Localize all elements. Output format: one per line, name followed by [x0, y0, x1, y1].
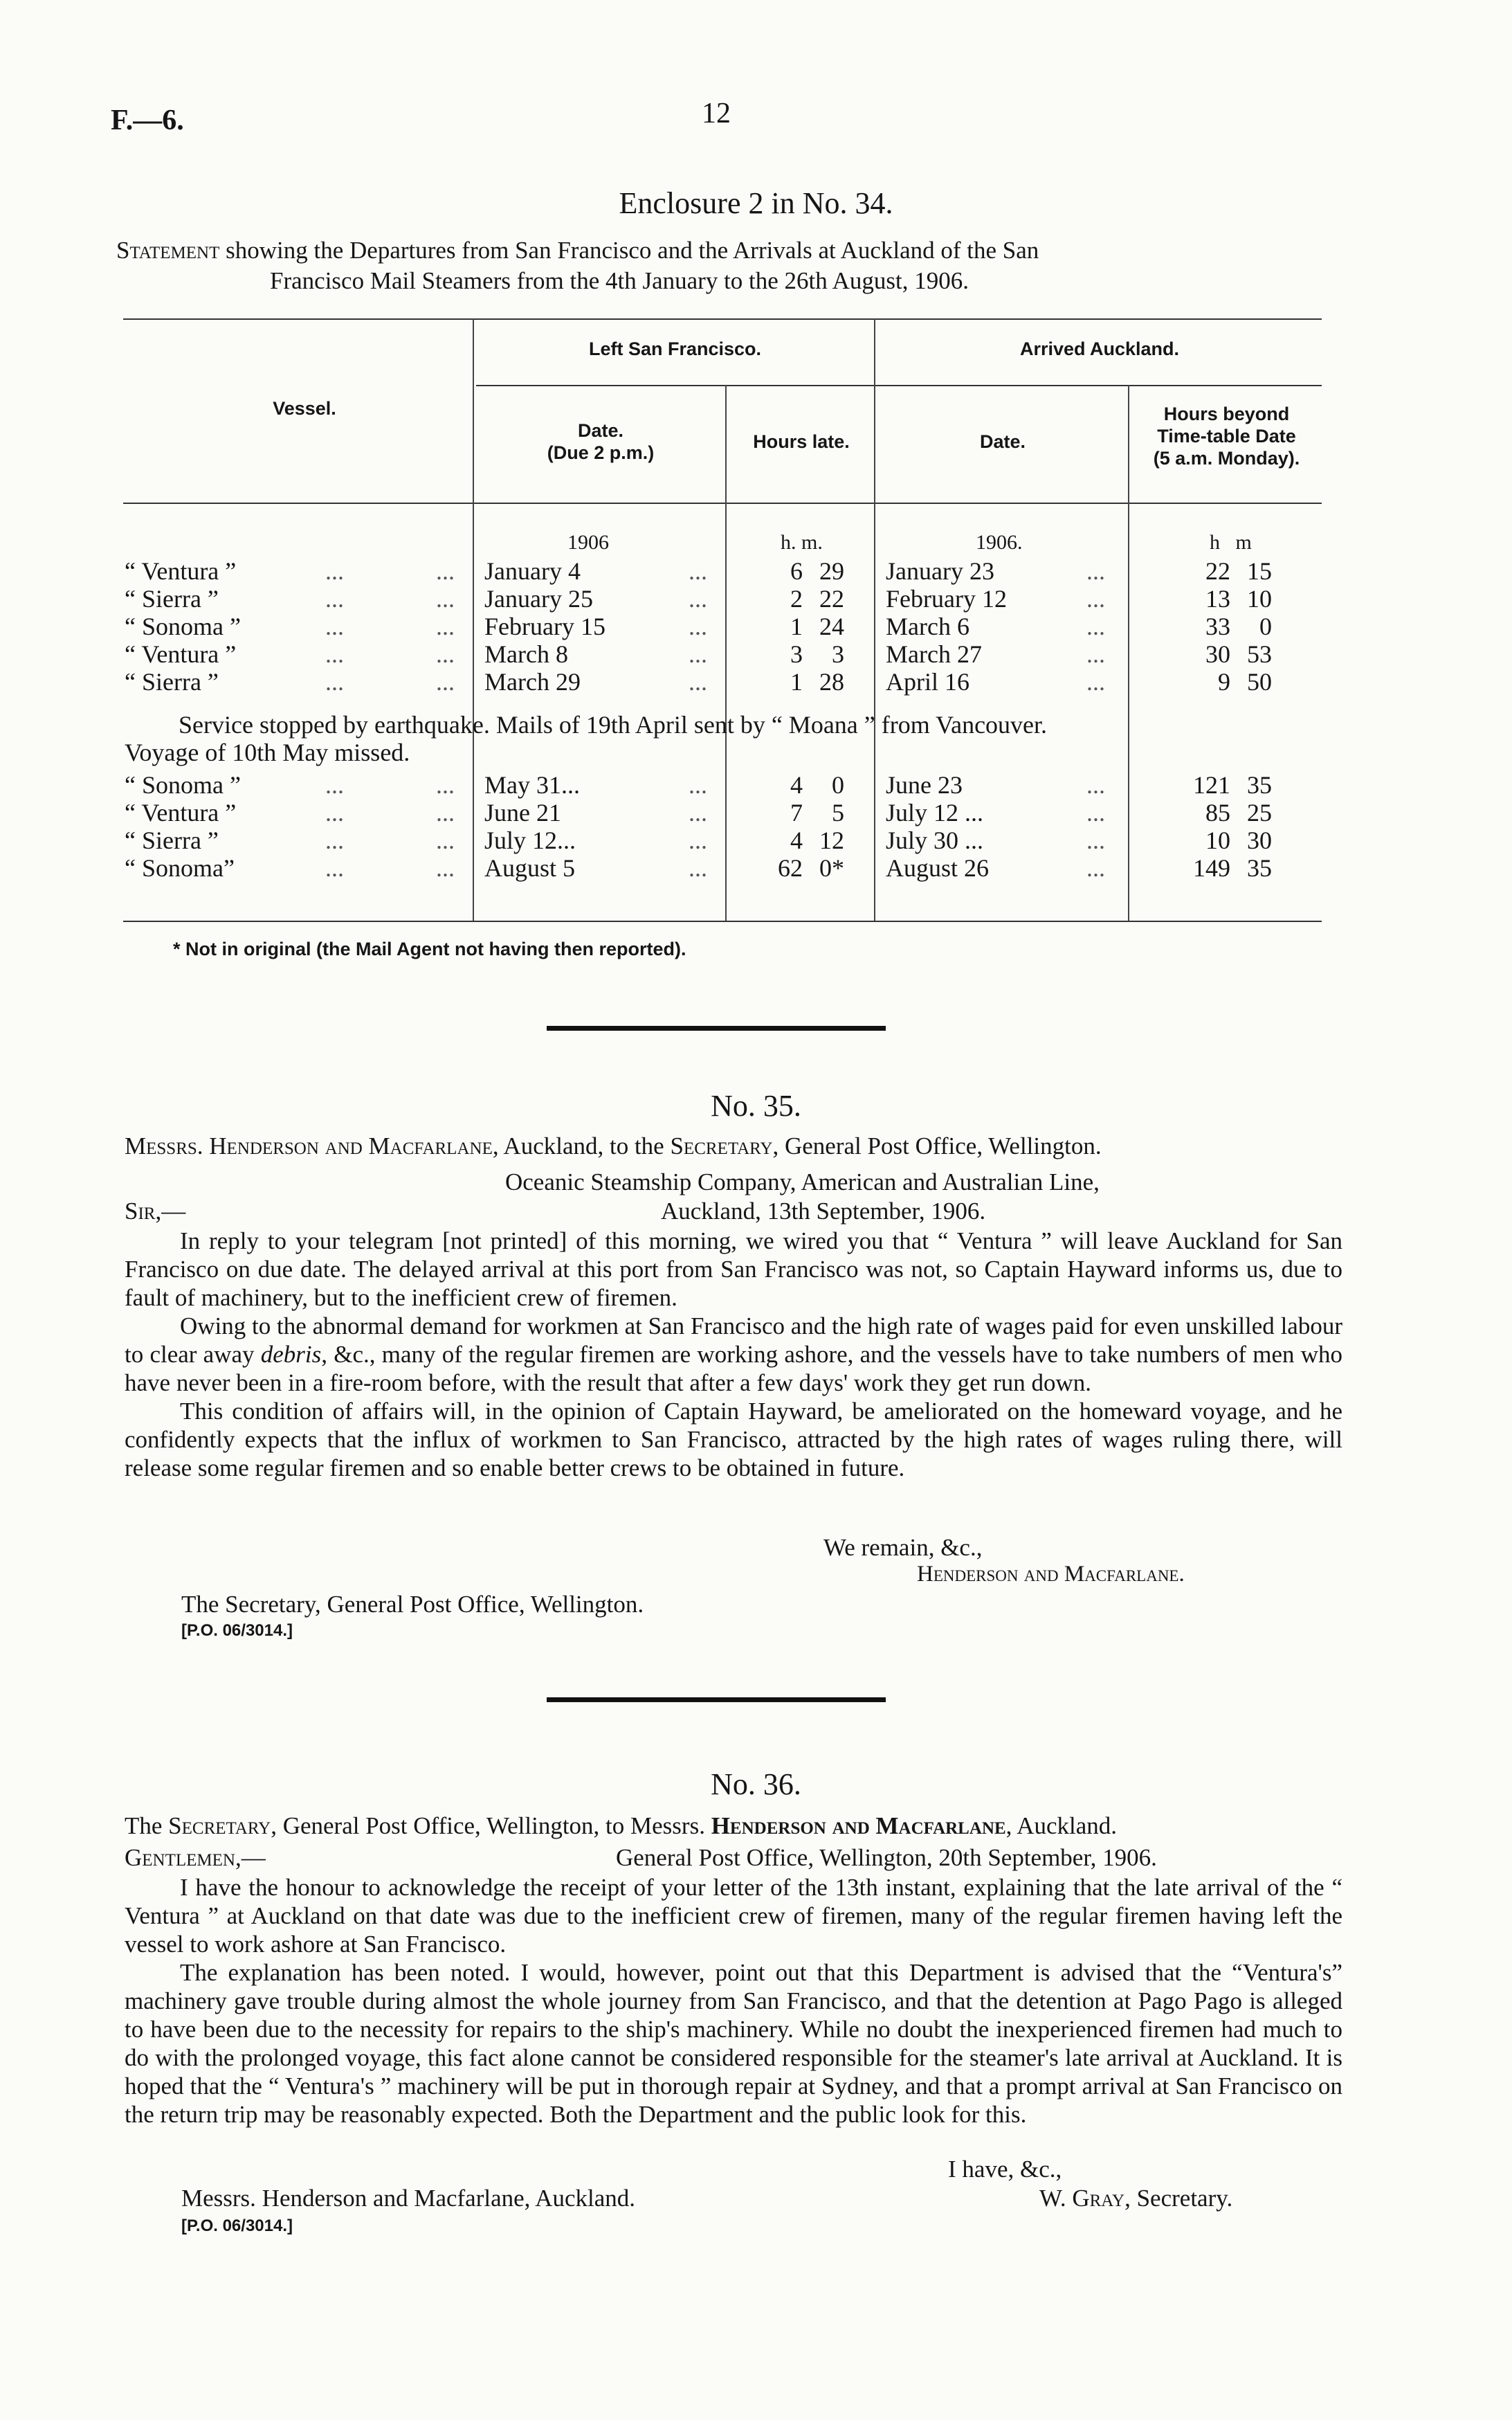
cell-beyond-minutes: 35: [1247, 771, 1272, 799]
cell-arrived-date: February 12: [886, 585, 1007, 613]
header-bottom-rule: [123, 503, 1322, 504]
leader-dots: ...: [436, 585, 455, 613]
no36-signature: [1039, 2185, 1232, 2212]
header-mid-rule: [476, 385, 1322, 386]
cell-beyond-hours: 149: [1193, 854, 1230, 882]
leader-dots: ...: [436, 668, 455, 696]
cell-left-date: July 12...: [484, 827, 576, 854]
header-date-left: [476, 419, 725, 464]
no35-heading: [125, 1132, 1102, 1160]
cell-arrived-date: July 12 ...: [886, 799, 984, 827]
cell-arrived-date: June 23: [886, 771, 963, 799]
header-date-left-l1: Date.: [577, 420, 624, 441]
leader-dots: ...: [436, 827, 455, 854]
leader-dots: ...: [1086, 557, 1105, 585]
no35-heading-suffix: , General Post Office, Wellington.: [772, 1132, 1102, 1159]
col-divider-1: [473, 318, 474, 921]
table-bottom-rule: [123, 921, 1322, 922]
statement-lead: Statement: [116, 237, 220, 264]
cell-arrived-date: March 6: [886, 613, 969, 640]
cell-beyond-minutes: 15: [1247, 557, 1272, 585]
leader-dots: ...: [436, 799, 455, 827]
cell-arrived-date: March 27: [886, 640, 982, 668]
leader-dots: ...: [325, 613, 344, 640]
cell-vessel: “ Sierra ”: [125, 668, 219, 696]
leader-dots: ...: [436, 854, 455, 882]
cell-late-minutes: 5: [832, 799, 844, 827]
no36-number: No. 36.: [711, 1767, 801, 1801]
no35-ref: [P.O. 06/3014.]: [181, 1621, 293, 1640]
cell-left-date: March 29: [484, 668, 581, 696]
leader-dots: ...: [1086, 640, 1105, 668]
no36-heading-suffix: , Auckland.: [1005, 1812, 1118, 1839]
no36-heading: [125, 1812, 1117, 1840]
statement-line-2: Francisco Mail Steamers from the 4th January to the 26th August, 1906.: [270, 267, 969, 294]
leader-dots: ...: [689, 771, 707, 799]
cell-vessel: “ Ventura ”: [125, 640, 237, 668]
cell-vessel: “ Ventura ”: [125, 557, 237, 585]
cell-late-hours: 4: [790, 827, 803, 854]
cell-vessel: “ Ventura ”: [125, 799, 237, 827]
header-vessel: Vessel.: [273, 398, 336, 419]
leader-dots: ...: [325, 771, 344, 799]
no35-heading-firm: Henderson and Macfarlane: [209, 1132, 493, 1159]
cell-vessel: “ Sierra ”: [125, 827, 219, 854]
cell-beyond-minutes: 10: [1247, 585, 1272, 613]
no35-p2-italic: debris: [260, 1341, 322, 1368]
cell-beyond-minutes: 35: [1247, 854, 1272, 882]
cell-arrived-date: July 30 ...: [886, 827, 984, 854]
leader-dots: ...: [436, 640, 455, 668]
leader-dots: ...: [325, 854, 344, 882]
cell-beyond-hours: 121: [1193, 771, 1230, 799]
service-note-1: Service stopped by earthquake. Mails of 19th April sent by “ Moana ” from Vancouver.: [179, 711, 1048, 739]
cell-vessel: “ Sonoma ”: [125, 613, 241, 640]
leader-dots: ...: [1086, 827, 1105, 854]
leader-dots: ...: [1086, 668, 1105, 696]
leader-dots: ...: [436, 771, 455, 799]
no36-salutation: Gentlemen,—: [125, 1844, 266, 1871]
header-date-left-l2: (Due 2 p.m.): [547, 442, 655, 463]
leader-dots: ...: [436, 557, 455, 585]
no35-address-2: Auckland, 13th September, 1906.: [661, 1198, 986, 1225]
cell-left-date: May 31...: [484, 771, 580, 799]
no36-ref: [P.O. 06/3014.]: [181, 2216, 293, 2235]
leader-dots: ...: [1086, 585, 1105, 613]
statement-text-1: showing the Departures from San Francisco and the Arrivals at Auckland of the San: [226, 237, 1039, 264]
no35-closing: We remain, &c.,: [817, 1534, 982, 1562]
table-top-rule: [123, 318, 1322, 320]
no36-heading-secretary: Secretary: [168, 1812, 271, 1839]
cell-beyond-minutes: 50: [1247, 668, 1272, 696]
table-footnote: * Not in original (the Mail Agent not having then reported).: [173, 939, 686, 959]
header-beyond-l2: Time-table Date: [1157, 426, 1296, 446]
no36-address: General Post Office, Wellington, 20th September, 1906.: [616, 1844, 1157, 1871]
cell-arrived-date: January 23: [886, 557, 994, 585]
cell-beyond-minutes: 25: [1247, 799, 1272, 827]
cell-vessel: “ Sonoma”: [125, 854, 235, 882]
no36-closing: I have, &c.,: [941, 2156, 1062, 2183]
no35-heading-prefix: Messrs.: [125, 1132, 203, 1159]
cell-late-hours: 4: [790, 771, 803, 799]
leader-dots: ...: [689, 585, 707, 613]
leader-dots: ...: [689, 854, 707, 882]
leader-dots: ...: [1086, 799, 1105, 827]
section-divider-2: [547, 1697, 886, 1702]
cell-late-hours: 1: [790, 668, 803, 696]
enclosure-title: Enclosure 2 in No. 34.: [619, 186, 893, 220]
header-date-arrived: Date.: [979, 431, 1026, 452]
cell-late-minutes: 0: [832, 771, 844, 799]
cell-vessel: “ Sierra ”: [125, 585, 219, 613]
cell-left-date: January 25: [484, 585, 593, 613]
no35-address-1: Oceanic Steamship Company, American and Australian Line,: [505, 1168, 1100, 1195]
leader-dots: ...: [325, 557, 344, 585]
unit-hm-right: h m: [1210, 531, 1252, 554]
cell-arrived-date: April 16: [886, 668, 969, 696]
cell-beyond-hours: 30: [1205, 640, 1230, 668]
no35-paragraph-2: [125, 1312, 1342, 1397]
service-note-2: Voyage of 10th May missed.: [125, 739, 410, 766]
cell-arrived-date: August 26: [886, 854, 990, 882]
cell-beyond-hours: 10: [1205, 827, 1230, 854]
header-left-sf: Left San Francisco.: [588, 338, 762, 359]
leader-dots: ...: [325, 827, 344, 854]
leader-dots: ...: [689, 557, 707, 585]
no36-paragraph-2: The explanation has been noted. I would, however, point out that this Department is advised that the “Ventura's” machinery gave trouble during almost the whole journey from San Francisco, and that the detention at Pago Pago is alleged to have been due to the necessity for repairs to the ship's machinery. While no doubt the inexperienced firemen had much to do with the prolonged voyage, this fact alone cannot be considered responsible for the steamer's late arrival at Auckland. It is hoped that the “ Ventura's ” machinery will be put in thorough repair at Sydney, and that a prompt arrival at San Francisco on the return trip may be reasonably expected. Both the Department and the public look for this.: [125, 1959, 1342, 2128]
leader-dots: ...: [689, 827, 707, 854]
cell-late-minutes: 24: [819, 613, 844, 640]
leader-dots: ...: [325, 585, 344, 613]
leader-dots: ...: [689, 799, 707, 827]
leader-dots: ...: [325, 640, 344, 668]
cell-left-date: February 15: [484, 613, 605, 640]
leader-dots: ...: [436, 613, 455, 640]
unit-year-right: 1906.: [976, 531, 1023, 554]
statement-line-1: [116, 237, 1039, 264]
no36-heading-prefix: The: [125, 1812, 163, 1839]
cell-late-minutes: 0*: [819, 854, 844, 882]
no35-paragraph-3: This condition of affairs will, in the opinion of Captain Hayward, be ameliorated on the homeward voyage, and he confidently expects that the influx of workmen to San Francisco, attracted by the high rates of wages ruling there, will release some regular firemen and so enable better crews to be obtained in future.: [125, 1398, 1342, 1481]
cell-late-minutes: 3: [832, 640, 844, 668]
col-divider-2: [725, 385, 727, 921]
cell-beyond-hours: 22: [1205, 557, 1230, 585]
leader-dots: ...: [1086, 771, 1105, 799]
no35-salutation: Sir,—: [125, 1198, 186, 1225]
no35-paragraph-1: In reply to your telegram [not printed] of this morning, we wired you that “ Ventura ” will leave Auckland for San Francisco on due date. The delayed arrival at this port from San Francisco was not, so Captain Hayward informs us, due to fault of machinery, but to the inefficient crew of firemen.: [125, 1227, 1342, 1311]
no35-body: [125, 1227, 1342, 1482]
no35-p2-b: , &c., many of the regular firemen are working ashore, and the vessels have to take numbers of men who have never been in a fire-room before, with the result that after a few days' work they get run down.: [125, 1341, 1342, 1396]
leader-dots: ...: [689, 640, 707, 668]
cell-late-hours: 1: [790, 613, 803, 640]
cell-beyond-hours: 13: [1205, 585, 1230, 613]
cell-late-minutes: 22: [819, 585, 844, 613]
header-hours-late: Hours late.: [753, 431, 850, 452]
cell-vessel: “ Sonoma ”: [125, 771, 241, 799]
no36-body: [125, 1873, 1342, 2129]
no35-p2-a: Owing to the abnormal demand for workmen at San Francisco and the high rate of wages paid for even unskilled labour to clear away: [125, 1312, 1342, 1368]
cell-late-hours: 6: [790, 557, 803, 585]
leader-dots: ...: [689, 613, 707, 640]
section-divider-1: [547, 1026, 886, 1031]
no35-addressee: The Secretary, General Post Office, Wellington.: [181, 1591, 644, 1618]
no35-number: No. 35.: [711, 1089, 801, 1123]
cell-late-hours: 2: [790, 585, 803, 613]
page-number: 12: [702, 98, 731, 129]
cell-beyond-hours: 9: [1218, 668, 1230, 696]
doc-ref: F.—6.: [111, 105, 184, 136]
leader-dots: ...: [1086, 613, 1105, 640]
cell-left-date: August 5: [484, 854, 576, 882]
no36-addressee: Messrs. Henderson and Macfarlane, Auckland.: [181, 2185, 636, 2212]
no36-signature-title: , Secretary.: [1124, 2185, 1233, 2212]
cell-late-hours: 7: [790, 799, 803, 827]
unit-year-left: 1906: [567, 531, 609, 554]
no36-heading-mid: , General Post Office, Wellington, to Messrs.: [271, 1812, 705, 1839]
leader-dots: ...: [325, 799, 344, 827]
col-divider-3: [874, 318, 875, 921]
cell-late-hours: 62: [778, 854, 803, 882]
no36-paragraph-1: I have the honour to acknowledge the receipt of your letter of the 13th instant, explaining that the late arrival of the “ Ventura ” at Auckland on that date was due to the inefficient crew of firemen, many of the regular firemen having left the vessel to work ashore at San Francisco.: [125, 1874, 1342, 1958]
col-divider-4: [1128, 385, 1129, 921]
cell-left-date: June 21: [484, 799, 561, 827]
cell-late-minutes: 29: [819, 557, 844, 585]
cell-left-date: January 4: [484, 557, 581, 585]
cell-beyond-minutes: 30: [1247, 827, 1272, 854]
no36-heading-firm: Henderson and Macfarlane: [711, 1812, 1006, 1839]
header-beyond-l3: (5 a.m. Monday).: [1153, 448, 1300, 469]
cell-left-date: March 8: [484, 640, 568, 668]
cell-beyond-minutes: 0: [1259, 613, 1272, 640]
cell-late-minutes: 28: [819, 668, 844, 696]
cell-late-hours: 3: [790, 640, 803, 668]
leader-dots: ...: [1086, 854, 1105, 882]
header-beyond-l1: Hours beyond: [1163, 404, 1290, 424]
cell-late-minutes: 12: [819, 827, 844, 854]
no35-heading-secretary: Secretary: [670, 1132, 773, 1159]
leader-dots: ...: [689, 668, 707, 696]
no35-signature: Henderson and Macfarlane.: [917, 1562, 1185, 1587]
header-hours-beyond: [1131, 403, 1322, 469]
leader-dots: ...: [325, 668, 344, 696]
no36-signature-name: W. Gray: [1039, 2185, 1125, 2212]
cell-beyond-hours: 33: [1205, 613, 1230, 640]
unit-hm-left: h. m.: [781, 531, 823, 554]
cell-beyond-hours: 85: [1205, 799, 1230, 827]
header-arrived: Arrived Auckland.: [1019, 338, 1180, 359]
no35-heading-mid: , Auckland, to the: [492, 1132, 664, 1159]
cell-beyond-minutes: 53: [1247, 640, 1272, 668]
